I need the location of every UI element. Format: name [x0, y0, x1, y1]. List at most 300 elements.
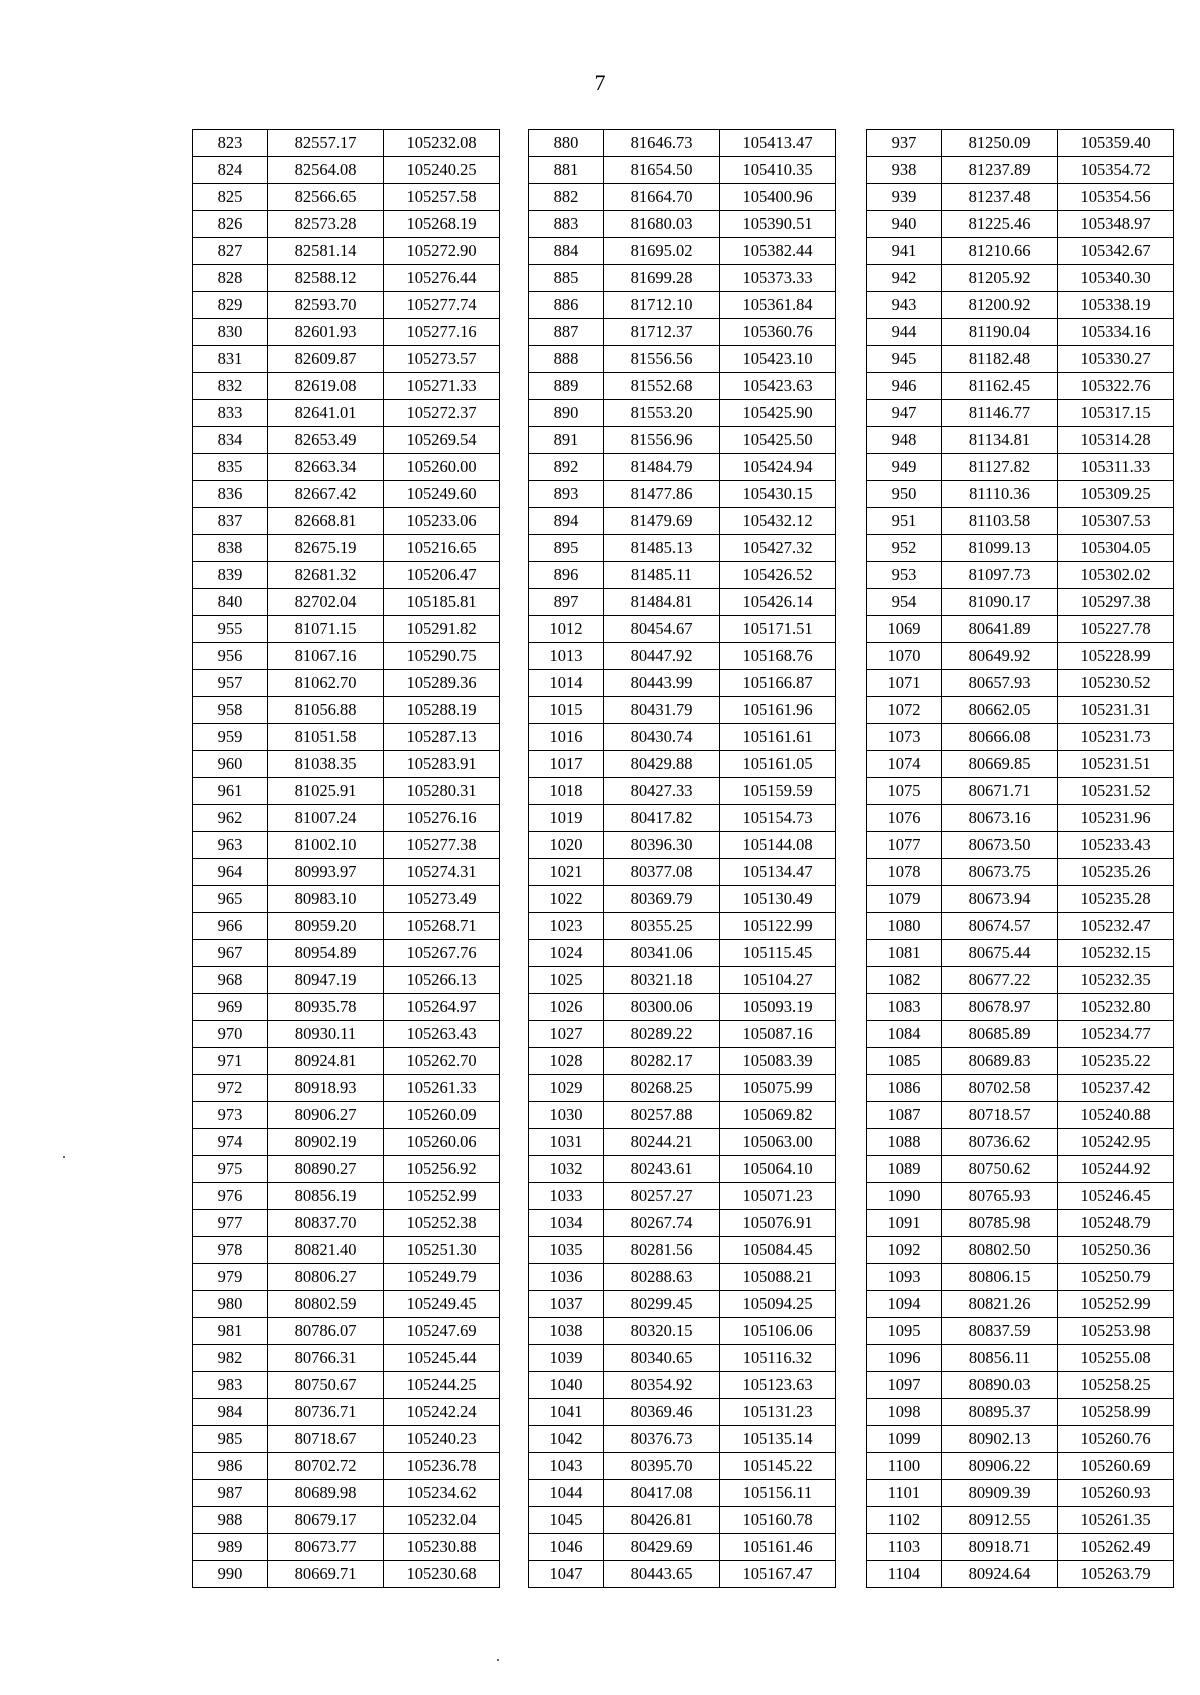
y-coordinate-cell: 105232.04: [384, 1507, 500, 1534]
table-row: [867, 184, 1174, 211]
table-row: [867, 1426, 1174, 1453]
point-number-cell: 837: [193, 508, 268, 535]
y-coordinate-cell: 105260.00: [384, 454, 500, 481]
table-row: [529, 508, 836, 535]
y-coordinate-cell: 105348.97: [1058, 211, 1174, 238]
table-row: [193, 1021, 500, 1048]
x-coordinate-cell: 80802.50: [942, 1237, 1058, 1264]
point-number-cell: 1015: [529, 697, 604, 724]
point-number-cell: 975: [193, 1156, 268, 1183]
point-number-cell: 824: [193, 157, 268, 184]
x-coordinate-cell: 82663.34: [268, 454, 384, 481]
y-coordinate-cell: 105307.53: [1058, 508, 1174, 535]
table-row: [867, 913, 1174, 940]
x-coordinate-cell: 80675.44: [942, 940, 1058, 967]
x-coordinate-cell: 81553.20: [604, 400, 720, 427]
x-coordinate-cell: 81237.48: [942, 184, 1058, 211]
point-number-cell: 973: [193, 1102, 268, 1129]
table-row: [867, 697, 1174, 724]
table-row: [867, 1264, 1174, 1291]
x-coordinate-cell: 80802.59: [268, 1291, 384, 1318]
y-coordinate-cell: 105088.21: [720, 1264, 836, 1291]
x-coordinate-cell: 81556.96: [604, 427, 720, 454]
y-coordinate-cell: 105244.25: [384, 1372, 500, 1399]
y-coordinate-cell: 105231.52: [1058, 778, 1174, 805]
table-row: [529, 454, 836, 481]
point-number-cell: 827: [193, 238, 268, 265]
x-coordinate-cell: 80369.46: [604, 1399, 720, 1426]
table-row: [529, 346, 836, 373]
table-row: [867, 211, 1174, 238]
table-row: [529, 400, 836, 427]
table-row: [193, 1534, 500, 1561]
point-number-cell: 1082: [867, 967, 942, 994]
table-row: [529, 319, 836, 346]
table-row: [867, 238, 1174, 265]
point-number-cell: 986: [193, 1453, 268, 1480]
table-row: [529, 1507, 836, 1534]
table-row: [867, 265, 1174, 292]
point-number-cell: 940: [867, 211, 942, 238]
point-number-cell: 1097: [867, 1372, 942, 1399]
table-row: [529, 940, 836, 967]
y-coordinate-cell: 105330.27: [1058, 346, 1174, 373]
y-coordinate-cell: 105280.31: [384, 778, 500, 805]
x-coordinate-cell: 81002.10: [268, 832, 384, 859]
point-number-cell: 1023: [529, 913, 604, 940]
table-row: [867, 1453, 1174, 1480]
x-coordinate-cell: 80267.74: [604, 1210, 720, 1237]
y-coordinate-cell: 105273.49: [384, 886, 500, 913]
table-row: [529, 967, 836, 994]
point-number-cell: 1094: [867, 1291, 942, 1318]
x-coordinate-cell: 80689.98: [268, 1480, 384, 1507]
table-row: [529, 1372, 836, 1399]
x-coordinate-cell: 81134.81: [942, 427, 1058, 454]
point-number-cell: 979: [193, 1264, 268, 1291]
table-row: [867, 670, 1174, 697]
y-coordinate-cell: 105276.44: [384, 265, 500, 292]
y-coordinate-cell: 105145.22: [720, 1453, 836, 1480]
y-coordinate-cell: 105231.31: [1058, 697, 1174, 724]
y-coordinate-cell: 105233.06: [384, 508, 500, 535]
point-number-cell: 1033: [529, 1183, 604, 1210]
y-coordinate-cell: 105232.08: [384, 130, 500, 157]
x-coordinate-cell: 81237.89: [942, 157, 1058, 184]
point-number-cell: 972: [193, 1075, 268, 1102]
table-row: [529, 427, 836, 454]
x-coordinate-cell: 82581.14: [268, 238, 384, 265]
table-row: [193, 994, 500, 1021]
x-coordinate-cell: 80890.27: [268, 1156, 384, 1183]
x-coordinate-cell: 81654.50: [604, 157, 720, 184]
x-coordinate-cell: 80443.99: [604, 670, 720, 697]
table-row: [193, 670, 500, 697]
y-coordinate-cell: 105084.45: [720, 1237, 836, 1264]
x-coordinate-cell: 80671.71: [942, 778, 1058, 805]
point-number-cell: 885: [529, 265, 604, 292]
table-row: [867, 292, 1174, 319]
y-coordinate-cell: 105287.13: [384, 724, 500, 751]
table-row: [193, 751, 500, 778]
point-number-cell: 1095: [867, 1318, 942, 1345]
y-coordinate-cell: 105230.68: [384, 1561, 500, 1588]
point-number-cell: 831: [193, 346, 268, 373]
point-number-cell: 892: [529, 454, 604, 481]
x-coordinate-cell: 81162.45: [942, 373, 1058, 400]
x-coordinate-cell: 82675.19: [268, 535, 384, 562]
point-number-cell: 1027: [529, 1021, 604, 1048]
point-number-cell: 968: [193, 967, 268, 994]
point-number-cell: 891: [529, 427, 604, 454]
y-coordinate-cell: 105104.27: [720, 967, 836, 994]
y-coordinate-cell: 105156.11: [720, 1480, 836, 1507]
y-coordinate-cell: 105252.99: [1058, 1291, 1174, 1318]
table-row: [193, 697, 500, 724]
x-coordinate-cell: 81190.04: [942, 319, 1058, 346]
table-row: [193, 913, 500, 940]
y-coordinate-cell: 105242.95: [1058, 1129, 1174, 1156]
table-row: [867, 400, 1174, 427]
table-row: [867, 1237, 1174, 1264]
x-coordinate-cell: 80924.64: [942, 1561, 1058, 1588]
y-coordinate-cell: 105232.80: [1058, 994, 1174, 1021]
point-number-cell: 1100: [867, 1453, 942, 1480]
y-coordinate-cell: 105289.36: [384, 670, 500, 697]
point-number-cell: 890: [529, 400, 604, 427]
point-number-cell: 985: [193, 1426, 268, 1453]
y-coordinate-cell: 105423.63: [720, 373, 836, 400]
point-number-cell: 942: [867, 265, 942, 292]
table-row: [867, 508, 1174, 535]
point-number-cell: 971: [193, 1048, 268, 1075]
x-coordinate-cell: 80427.33: [604, 778, 720, 805]
y-coordinate-cell: 105093.19: [720, 994, 836, 1021]
y-coordinate-cell: 105256.92: [384, 1156, 500, 1183]
y-coordinate-cell: 105277.38: [384, 832, 500, 859]
point-number-cell: 946: [867, 373, 942, 400]
table-row: [529, 292, 836, 319]
x-coordinate-cell: 81038.35: [268, 751, 384, 778]
x-coordinate-cell: 80340.65: [604, 1345, 720, 1372]
point-number-cell: 1103: [867, 1534, 942, 1561]
x-coordinate-cell: 80918.71: [942, 1534, 1058, 1561]
y-coordinate-cell: 105260.93: [1058, 1480, 1174, 1507]
x-coordinate-cell: 81712.37: [604, 319, 720, 346]
x-coordinate-cell: 80257.27: [604, 1183, 720, 1210]
x-coordinate-cell: 80355.25: [604, 913, 720, 940]
table-row: [867, 481, 1174, 508]
x-coordinate-cell: 82653.49: [268, 427, 384, 454]
y-coordinate-cell: 105122.99: [720, 913, 836, 940]
y-coordinate-cell: 105424.94: [720, 454, 836, 481]
y-coordinate-cell: 105232.35: [1058, 967, 1174, 994]
x-coordinate-cell: 81056.88: [268, 697, 384, 724]
point-number-cell: 957: [193, 670, 268, 697]
table-row: [193, 643, 500, 670]
y-coordinate-cell: 105134.47: [720, 859, 836, 886]
y-coordinate-cell: 105253.98: [1058, 1318, 1174, 1345]
point-number-cell: 983: [193, 1372, 268, 1399]
y-coordinate-cell: 105297.38: [1058, 589, 1174, 616]
x-coordinate-cell: 80736.71: [268, 1399, 384, 1426]
table-row: [193, 130, 500, 157]
point-number-cell: 974: [193, 1129, 268, 1156]
y-coordinate-cell: 105272.90: [384, 238, 500, 265]
point-number-cell: 1084: [867, 1021, 942, 1048]
table-row: [867, 1021, 1174, 1048]
table-row: [193, 778, 500, 805]
y-coordinate-cell: 105227.78: [1058, 616, 1174, 643]
point-number-cell: 1016: [529, 724, 604, 751]
x-coordinate-cell: 80354.92: [604, 1372, 720, 1399]
point-number-cell: 1081: [867, 940, 942, 967]
point-number-cell: 1046: [529, 1534, 604, 1561]
x-coordinate-cell: 80785.98: [942, 1210, 1058, 1237]
table-row: [529, 562, 836, 589]
table-row: [193, 967, 500, 994]
point-number-cell: 1028: [529, 1048, 604, 1075]
y-coordinate-cell: 105272.37: [384, 400, 500, 427]
y-coordinate-cell: 105276.16: [384, 805, 500, 832]
x-coordinate-cell: 80674.57: [942, 913, 1058, 940]
y-coordinate-cell: 105236.78: [384, 1453, 500, 1480]
y-coordinate-cell: 105123.63: [720, 1372, 836, 1399]
x-coordinate-cell: 81485.11: [604, 562, 720, 589]
x-coordinate-cell: 80288.63: [604, 1264, 720, 1291]
table-row: [867, 940, 1174, 967]
y-coordinate-cell: 105373.33: [720, 265, 836, 292]
point-number-cell: 1019: [529, 805, 604, 832]
table-row: [529, 724, 836, 751]
y-coordinate-cell: 105258.99: [1058, 1399, 1174, 1426]
x-coordinate-cell: 81552.68: [604, 373, 720, 400]
y-coordinate-cell: 105268.19: [384, 211, 500, 238]
y-coordinate-cell: 105075.99: [720, 1075, 836, 1102]
table-row: [529, 1291, 836, 1318]
table-row: [193, 1453, 500, 1480]
y-coordinate-cell: 105425.50: [720, 427, 836, 454]
y-coordinate-cell: 105234.62: [384, 1480, 500, 1507]
point-number-cell: 956: [193, 643, 268, 670]
x-coordinate-cell: 81182.48: [942, 346, 1058, 373]
table-row: [867, 751, 1174, 778]
x-coordinate-cell: 80718.67: [268, 1426, 384, 1453]
x-coordinate-cell: 80856.19: [268, 1183, 384, 1210]
point-number-cell: 945: [867, 346, 942, 373]
y-coordinate-cell: 105064.10: [720, 1156, 836, 1183]
x-coordinate-cell: 80431.79: [604, 697, 720, 724]
table-row: [193, 1507, 500, 1534]
coordinate-table-3: [866, 129, 1174, 1588]
point-number-cell: 944: [867, 319, 942, 346]
table-row: [529, 1453, 836, 1480]
point-number-cell: 937: [867, 130, 942, 157]
x-coordinate-cell: 81210.66: [942, 238, 1058, 265]
x-coordinate-cell: 80669.85: [942, 751, 1058, 778]
point-number-cell: 1013: [529, 643, 604, 670]
x-coordinate-cell: 81062.70: [268, 670, 384, 697]
y-coordinate-cell: 105185.81: [384, 589, 500, 616]
y-coordinate-cell: 105283.91: [384, 751, 500, 778]
x-coordinate-cell: 80417.08: [604, 1480, 720, 1507]
point-number-cell: 980: [193, 1291, 268, 1318]
y-coordinate-cell: 105083.39: [720, 1048, 836, 1075]
table-row: [193, 886, 500, 913]
x-coordinate-cell: 80257.88: [604, 1102, 720, 1129]
point-number-cell: 960: [193, 751, 268, 778]
x-coordinate-cell: 80930.11: [268, 1021, 384, 1048]
x-coordinate-cell: 82667.42: [268, 481, 384, 508]
x-coordinate-cell: 80924.81: [268, 1048, 384, 1075]
table-row: [193, 1372, 500, 1399]
table-row: [529, 1426, 836, 1453]
table-row: [529, 778, 836, 805]
x-coordinate-cell: 81664.70: [604, 184, 720, 211]
y-coordinate-cell: 105432.12: [720, 508, 836, 535]
table-row: [867, 319, 1174, 346]
point-number-cell: 882: [529, 184, 604, 211]
table-row: [529, 1102, 836, 1129]
y-coordinate-cell: 105334.16: [1058, 319, 1174, 346]
y-coordinate-cell: 105263.43: [384, 1021, 500, 1048]
table-row: [193, 1480, 500, 1507]
table-row: [193, 1318, 500, 1345]
table-row: [193, 589, 500, 616]
x-coordinate-cell: 80376.73: [604, 1426, 720, 1453]
y-coordinate-cell: 105390.51: [720, 211, 836, 238]
point-number-cell: 880: [529, 130, 604, 157]
table-row: [193, 1237, 500, 1264]
point-number-cell: 970: [193, 1021, 268, 1048]
x-coordinate-cell: 80321.18: [604, 967, 720, 994]
point-number-cell: 883: [529, 211, 604, 238]
table-row: [529, 373, 836, 400]
scan-speck: [497, 1659, 499, 1661]
y-coordinate-cell: 105260.76: [1058, 1426, 1174, 1453]
point-number-cell: 897: [529, 589, 604, 616]
x-coordinate-cell: 80837.70: [268, 1210, 384, 1237]
y-coordinate-cell: 105069.82: [720, 1102, 836, 1129]
table-row: [193, 535, 500, 562]
table-row: [529, 1318, 836, 1345]
table-row: [867, 1345, 1174, 1372]
point-number-cell: 1092: [867, 1237, 942, 1264]
point-number-cell: 1098: [867, 1399, 942, 1426]
table-row: [529, 211, 836, 238]
point-number-cell: 836: [193, 481, 268, 508]
x-coordinate-cell: 80902.19: [268, 1129, 384, 1156]
x-coordinate-cell: 81051.58: [268, 724, 384, 751]
y-coordinate-cell: 105237.42: [1058, 1075, 1174, 1102]
y-coordinate-cell: 105231.96: [1058, 805, 1174, 832]
point-number-cell: 888: [529, 346, 604, 373]
x-coordinate-cell: 82668.81: [268, 508, 384, 535]
x-coordinate-cell: 80426.81: [604, 1507, 720, 1534]
x-coordinate-cell: 80369.79: [604, 886, 720, 913]
y-coordinate-cell: 105249.45: [384, 1291, 500, 1318]
point-number-cell: 1045: [529, 1507, 604, 1534]
x-coordinate-cell: 80918.93: [268, 1075, 384, 1102]
y-coordinate-cell: 105400.96: [720, 184, 836, 211]
y-coordinate-cell: 105076.91: [720, 1210, 836, 1237]
y-coordinate-cell: 105269.54: [384, 427, 500, 454]
y-coordinate-cell: 105244.92: [1058, 1156, 1174, 1183]
scan-speck: [63, 1156, 65, 1158]
table-row: [529, 1156, 836, 1183]
table-row: [193, 805, 500, 832]
point-number-cell: 1037: [529, 1291, 604, 1318]
point-number-cell: 1029: [529, 1075, 604, 1102]
point-number-cell: 1102: [867, 1507, 942, 1534]
x-coordinate-cell: 80689.83: [942, 1048, 1058, 1075]
point-number-cell: 969: [193, 994, 268, 1021]
y-coordinate-cell: 105071.23: [720, 1183, 836, 1210]
y-coordinate-cell: 105250.36: [1058, 1237, 1174, 1264]
x-coordinate-cell: 80983.10: [268, 886, 384, 913]
table-row: [529, 1237, 836, 1264]
x-coordinate-cell: 80954.89: [268, 940, 384, 967]
point-number-cell: 1078: [867, 859, 942, 886]
point-number-cell: 896: [529, 562, 604, 589]
y-coordinate-cell: 105311.33: [1058, 454, 1174, 481]
point-number-cell: 887: [529, 319, 604, 346]
table-row: [193, 427, 500, 454]
point-number-cell: 1038: [529, 1318, 604, 1345]
table-row: [529, 643, 836, 670]
x-coordinate-cell: 82681.32: [268, 562, 384, 589]
y-coordinate-cell: 105261.35: [1058, 1507, 1174, 1534]
coordinate-table-2: [528, 129, 836, 1588]
coordinate-table-1: [192, 129, 500, 1588]
y-coordinate-cell: 105258.25: [1058, 1372, 1174, 1399]
y-coordinate-cell: 105249.60: [384, 481, 500, 508]
x-coordinate-cell: 80750.62: [942, 1156, 1058, 1183]
table-row: [529, 1210, 836, 1237]
point-number-cell: 1096: [867, 1345, 942, 1372]
table-row: [529, 1129, 836, 1156]
table-row: [867, 1291, 1174, 1318]
table-row: [193, 508, 500, 535]
y-coordinate-cell: 105234.77: [1058, 1021, 1174, 1048]
point-number-cell: 833: [193, 400, 268, 427]
x-coordinate-cell: 81099.13: [942, 535, 1058, 562]
y-coordinate-cell: 105131.23: [720, 1399, 836, 1426]
point-number-cell: 1047: [529, 1561, 604, 1588]
point-number-cell: 1071: [867, 670, 942, 697]
y-coordinate-cell: 105274.31: [384, 859, 500, 886]
point-number-cell: 938: [867, 157, 942, 184]
y-coordinate-cell: 105262.49: [1058, 1534, 1174, 1561]
x-coordinate-cell: 80750.67: [268, 1372, 384, 1399]
table-row: [529, 1345, 836, 1372]
table-row: [193, 724, 500, 751]
x-coordinate-cell: 81205.92: [942, 265, 1058, 292]
table-row: [529, 832, 836, 859]
point-number-cell: 954: [867, 589, 942, 616]
y-coordinate-cell: 105168.76: [720, 643, 836, 670]
x-coordinate-cell: 80685.89: [942, 1021, 1058, 1048]
table-row: [867, 1318, 1174, 1345]
point-number-cell: 881: [529, 157, 604, 184]
x-coordinate-cell: 81097.73: [942, 562, 1058, 589]
table-row: [867, 1561, 1174, 1588]
page-number: 7: [594, 70, 606, 95]
y-coordinate-cell: 105235.22: [1058, 1048, 1174, 1075]
x-coordinate-cell: 80395.70: [604, 1453, 720, 1480]
x-coordinate-cell: 82601.93: [268, 319, 384, 346]
y-coordinate-cell: 105260.09: [384, 1102, 500, 1129]
